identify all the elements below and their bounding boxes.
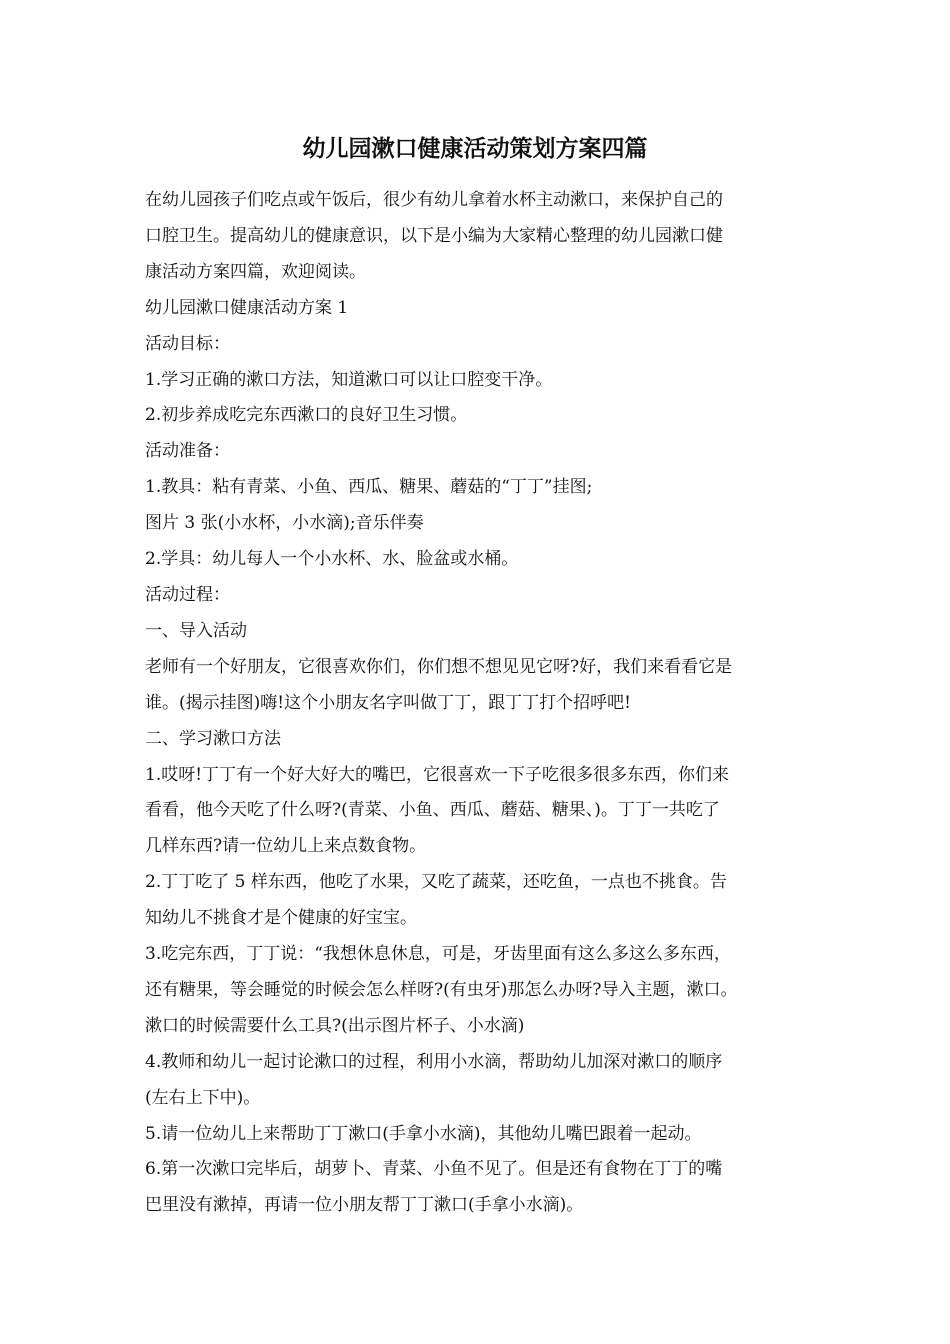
- text-line: 巴里没有漱掉，再请一位小朋友帮丁丁漱口(手拿小水滴)。: [145, 1195, 584, 1216]
- document-title: 幼儿园漱口健康活动策划方案四篇: [302, 135, 648, 162]
- text-line: 谁。(揭示挂图)嗨!这个小朋友名字叫做丁丁，跟丁丁打个招呼吧!: [145, 692, 631, 713]
- text-line: 4.教师和幼儿一起讨论漱口的过程，利用小水滴，帮助幼儿加深对漱口的顺序: [145, 1051, 723, 1072]
- paragraph: [145, 578, 813, 614]
- text-line: (左右上下中)。: [145, 1087, 261, 1108]
- text-line: 在幼儿园孩子们吃点或午饭后，很少有幼儿拿着水杯主动漱口，来保护自己的: [145, 190, 723, 210]
- paragraph: [145, 506, 813, 542]
- text-line: 康活动方案四篇，欢迎阅读。: [145, 261, 366, 282]
- text-line: 1.教具：粘有青菜、小鱼、西瓜、糖果、蘑菇的“丁丁”挂图;: [145, 477, 593, 498]
- text-line: 活动准备：: [145, 441, 230, 462]
- text-line: 活动目标：: [145, 333, 230, 354]
- paragraph: [145, 650, 813, 722]
- text-line: 2.学具：幼儿每人一个小水杯、水、脸盆或水桶。: [145, 549, 519, 570]
- text-line: 一、导入活动: [145, 620, 247, 641]
- text-line: 口腔卫生。提高幼儿的健康意识，以下是小编为大家精心整理的幼儿园漱口健: [145, 225, 723, 246]
- text-line: 1.学习正确的漱口方法，知道漱口可以让口腔变干净。: [145, 369, 553, 390]
- paragraph: [145, 722, 813, 758]
- text-line: 1.哎呀!丁丁有一个好大好大的嘴巴，它很喜欢一下子吃很多很多东西，你们来: [145, 764, 730, 785]
- paragraph: [145, 542, 813, 578]
- paragraph: [145, 183, 813, 291]
- text-line: 还有糖果，等会睡觉的时候会怎么样呀?(有虫牙)那怎么办呀?导入主题，漱口。: [145, 979, 738, 1000]
- text-line: 二、学习漱口方法: [145, 728, 281, 749]
- text-line: 3.吃完东西，丁丁说：“我想休息休息，可是，牙齿里面有这么多这么多东西，: [145, 944, 731, 965]
- paragraph: [145, 327, 813, 363]
- text-line: 活动过程：: [145, 584, 230, 605]
- text-line: 看看，他今天吃了什么呀?(青菜、小鱼、西瓜、蘑菇、糖果、)。丁丁一共吃了: [145, 800, 720, 821]
- paragraph: [145, 398, 813, 434]
- text-line: 漱口的时候需要什么工具?(出示图片杯子、小水滴): [145, 1015, 525, 1036]
- paragraph: [145, 758, 813, 866]
- text-line: 几样东西?请一位幼儿上来点数食物。: [145, 836, 427, 857]
- paragraph: [145, 363, 813, 399]
- document-body: [145, 183, 813, 1224]
- paragraph: [145, 291, 813, 327]
- paragraph: [145, 865, 813, 937]
- text-line: 6.第一次漱口完毕后，胡萝卜、青菜、小鱼不见了。但是还有食物在丁丁的嘴: [145, 1159, 723, 1180]
- paragraph: [145, 1152, 813, 1224]
- paragraph: [145, 1117, 813, 1153]
- text-line: 图片 3 张(小水杯，小水滴);音乐伴奏: [145, 513, 424, 534]
- text-line: 幼儿园漱口健康活动方案 1: [145, 297, 349, 318]
- text-line: 5.请一位幼儿上来帮助丁丁漱口(手拿小水滴)，其他幼儿嘴巴跟着一起动。: [145, 1123, 702, 1144]
- paragraph: [145, 1045, 813, 1117]
- paragraph: [145, 937, 813, 1045]
- text-line: 2.丁丁吃了 5 样东西，他吃了水果，又吃了蔬菜，还吃鱼，一点也不挑食。告: [145, 872, 727, 893]
- text-line: 老师有一个好朋友，它很喜欢你们，你们想不想见见它呀?好，我们来看看它是: [145, 656, 733, 677]
- paragraph: [145, 614, 813, 650]
- text-line: 知幼儿不挑食才是个健康的好宝宝。: [145, 908, 417, 929]
- text-line: 2.初步养成吃完东西漱口的良好卫生习惯。: [145, 405, 468, 426]
- paragraph: [145, 434, 813, 470]
- paragraph: [145, 470, 813, 506]
